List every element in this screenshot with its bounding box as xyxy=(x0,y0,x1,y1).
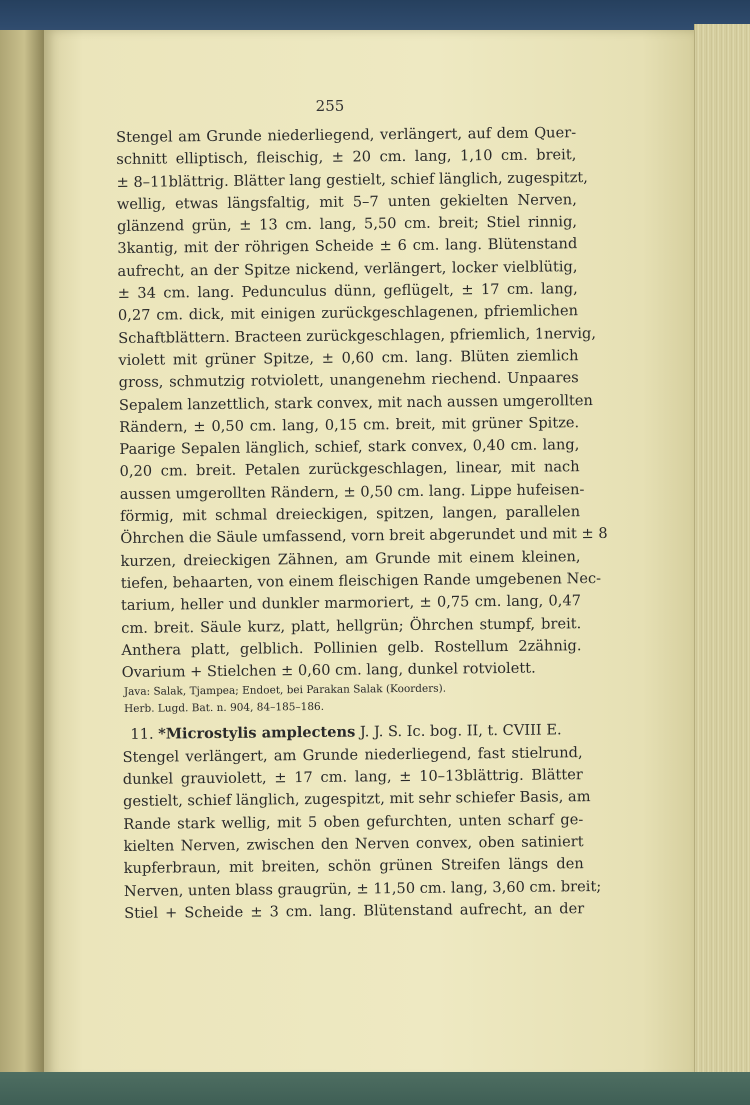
species-name: *Microstylis amplectens xyxy=(158,723,356,744)
species-number: 11. xyxy=(130,726,154,744)
text-line: 0,27 cm. dick, mit einigen zurückgeschlagenen, pfriemlichen xyxy=(117,302,579,325)
text-line: 3kantig, mit der röhrigen Scheide ± 6 cm. lang. Blütenstand xyxy=(117,235,578,258)
text-line: Öhrchen die Säule umfassend, vorn breit abgerundet und mit ± 8 xyxy=(120,525,608,548)
left-page-edge xyxy=(0,30,46,1080)
page-edges xyxy=(694,24,750,1076)
text-line: kupferbraun, mit breiten, schön grünen Streifen längs den xyxy=(123,855,584,878)
text-line: kurzen, dreieckigen Zähnen, am Grunde mit einem kleinen, xyxy=(120,547,581,570)
page-number: 255 xyxy=(315,97,345,115)
text-line: aufrecht, an der Spitze nickend, verlängert, locker vielblütig, xyxy=(117,257,578,280)
text-line: 0,20 cm. breit. Petalen zurückgeschlagen, linear, mit nach xyxy=(119,458,580,481)
locality-note: Java: Salak, Tjampea; Endoet, bei Parakan Salak (Koorders). xyxy=(123,682,447,699)
text-line: Schaftblättern. Bracteen zurückgeschlagen, pfriemlich, 1nervig, xyxy=(118,324,597,347)
species-citation: J. J. S. Ic. bog. II, t. CVIII E. xyxy=(359,721,562,741)
text-line: kielten Nerven, zwischen den Nerven convex, oben satiniert xyxy=(123,833,584,855)
text-line: dunkel grauviolett, ± 17 cm. lang, ± 10–13blättrig. Blätter xyxy=(122,766,583,788)
text-line: aussen umgerollten Rändern, ± 0,50 cm. lang. Lippe hufeisen- xyxy=(119,480,585,503)
text-line: Ovarium + Stielchen ± 0,60 cm. lang, dunkel rotviolett. xyxy=(121,659,536,682)
text-line: gestielt, schief länglich, zugespitzt, mit sehr schiefer Basis, am xyxy=(122,788,591,811)
text-line: tarium, heller und dunkler marmoriert, ± 0,75 cm. lang, 0,47 xyxy=(120,592,582,615)
text-line: Stengel am Grunde niederliegend, verlängert, auf dem Quer- xyxy=(116,124,577,146)
text-line: ± 34 cm. lang. Pedunculus dünn, geflügelt, ± 17 cm. lang, xyxy=(117,280,578,303)
text-line: tiefen, behaarten, von einem fleischigen Rande umgebenen Nec- xyxy=(120,569,602,592)
book-cover-bottom xyxy=(0,1072,750,1105)
text-line: schnitt elliptisch, fleischig, ± 20 cm. lang, 1,10 cm. breit, xyxy=(116,146,577,169)
herbarium-note: Herb. Lugd. Bat. n. 904, 84–185–186. xyxy=(124,701,325,716)
text-line: förmig, mit schmal dreieckigen, spitzen, langen, parallelen xyxy=(119,503,581,526)
text-line: Rändern, ± 0,50 cm. lang, 0,15 cm. breit, mit grüner Spitze. xyxy=(119,414,580,436)
text-line: wellig, etwas längsfaltig, mit 5–7 unten gekielten Nerven, xyxy=(116,191,577,213)
text-line: Stengel verlängert, am Grunde niederliegend, fast stielrund, xyxy=(122,743,583,766)
text-line: Nerven, unten blass graugrün, ± 11,50 cm. lang, 3,60 cm. breit; xyxy=(123,877,602,900)
text-line: Paarige Sepalen länglich, schief, stark convex, 0,40 cm. lang, xyxy=(119,436,580,459)
text-line: glänzend grün, ± 13 cm. lang, 5,50 cm. breit; Stiel rinnig, xyxy=(116,213,578,236)
text-line: violett mit grüner Spitze, ± 0,60 cm. lang. Blüten ziemlich xyxy=(118,347,579,369)
text-line: Rande stark wellig, mit 5 oben gefurchten, unten scharf ge- xyxy=(123,810,584,833)
text-line: Anthera platt, gelblich. Pollinien gelb. Rostellum 2zähnig. xyxy=(121,636,582,659)
text-line: cm. breit. Säule kurz, platt, hellgrün; Öhrchen stumpf, breit. xyxy=(121,614,582,637)
text-line: Stiel + Scheide ± 3 cm. lang. Blütenstand aufrecht, an der xyxy=(124,899,585,922)
text-line: Sepalem lanzettlich, stark convex, mit nach aussen umgerollten xyxy=(118,391,593,414)
text-line: ± 8–11blättrig. Blätter lang gestielt, schief länglich, zugespitzt, xyxy=(116,168,588,191)
text-line: gross, schmutzig rotviolett, unangenehm riechend. Unpaares xyxy=(118,369,579,392)
body-text xyxy=(116,122,608,925)
